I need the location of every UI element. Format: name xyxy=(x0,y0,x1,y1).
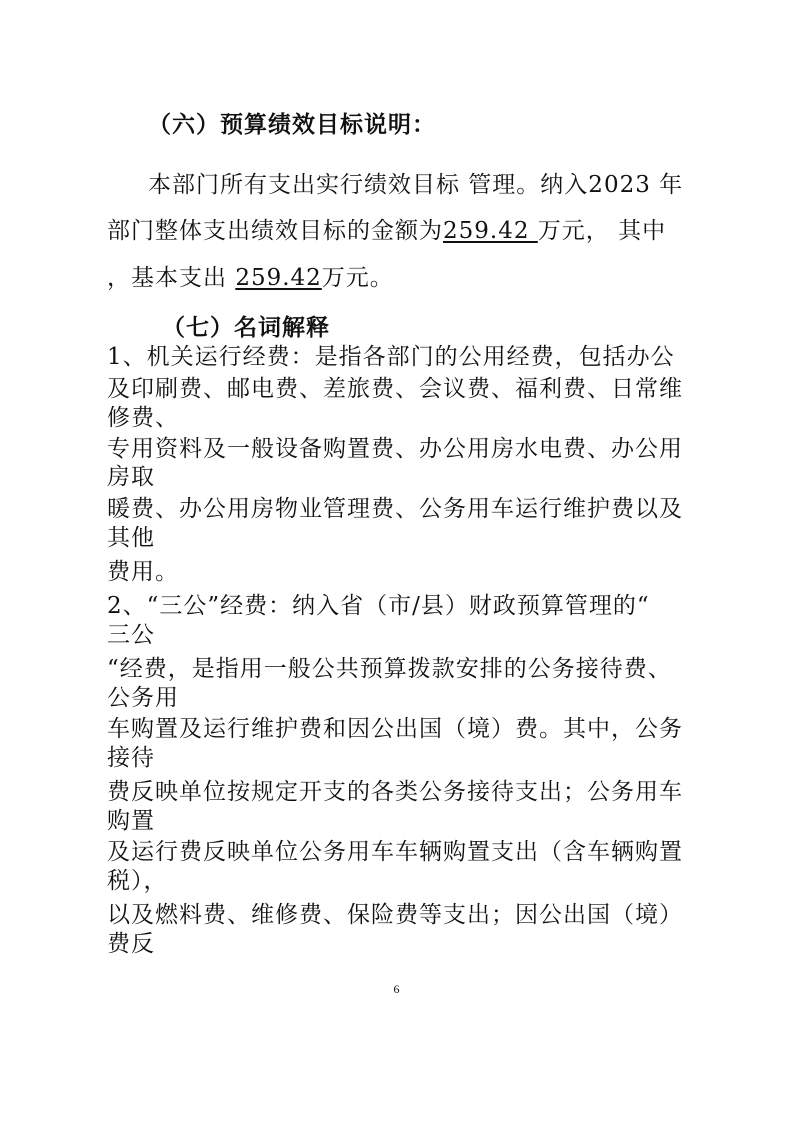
section-6-paragraph-line-1: 本部门所有支出实行绩效目标 管理。纳入2023 年 xyxy=(148,172,684,198)
total-amount-value: 259.42 xyxy=(443,218,538,244)
definition-line: 三公 xyxy=(107,622,155,648)
definition-line: 1、机关运行经费：是指各部门的公用经费，包括办公 xyxy=(107,344,675,370)
definition-line: 2、“三公”经费：纳入省（市/县）财政预算管理的“ xyxy=(107,593,650,619)
page-number: 6 xyxy=(393,982,400,996)
definition-line: 费反 xyxy=(107,931,155,957)
definition-line: 暖费、办公用房物业管理费、公务用车运行维护费以及 xyxy=(107,496,683,522)
definition-line: 车购置及运行维护费和因公出国（境）费。其中，公务 xyxy=(107,716,683,742)
definition-line: 购置 xyxy=(107,808,155,834)
definition-line: 及印刷费、邮电费、差旅费、会议费、福利费、日常维 xyxy=(107,376,683,402)
definition-line: 房取 xyxy=(107,464,155,490)
section-6-paragraph-line-3 xyxy=(107,263,394,293)
basic-expense-unit: 万元。 xyxy=(321,265,394,291)
definition-line: 费用。 xyxy=(107,559,179,585)
section-6-paragraph-line-2 xyxy=(107,216,666,246)
amount-label-text: 部门整体支出绩效目标的金额为 xyxy=(107,218,443,244)
definition-line: 税）， xyxy=(107,868,168,894)
definition-line: 其他 xyxy=(107,525,155,551)
amount-unit-text: 万元， 其中 xyxy=(537,218,667,244)
definition-line: 接待 xyxy=(107,745,155,771)
section-7-heading: （七）名词解释 xyxy=(162,315,330,341)
basic-expense-label: ，基本支出 xyxy=(107,265,236,291)
basic-expense-amount: 259.42 xyxy=(235,265,322,291)
definition-line: 专用资料及一般设备购置费、办公用房水电费、办公用 xyxy=(107,436,683,462)
definition-line: 费反映单位按规定开支的各类公务接待支出；公务用车 xyxy=(107,779,683,805)
definition-line: 以及燃料费、维修费、保险费等支出；因公出国（境） xyxy=(107,902,683,928)
section-6-heading: （六）预算绩效目标说明： xyxy=(148,112,436,138)
definition-line: 修费、 xyxy=(107,405,179,431)
definition-line: 公务用 xyxy=(107,685,179,711)
definition-line: “经费，是指用一般公共预算拨款安排的公务接待费、 xyxy=(107,656,672,682)
definition-line: 及运行费反映单位公务用车车辆购置支出（含车辆购置 xyxy=(107,839,683,865)
